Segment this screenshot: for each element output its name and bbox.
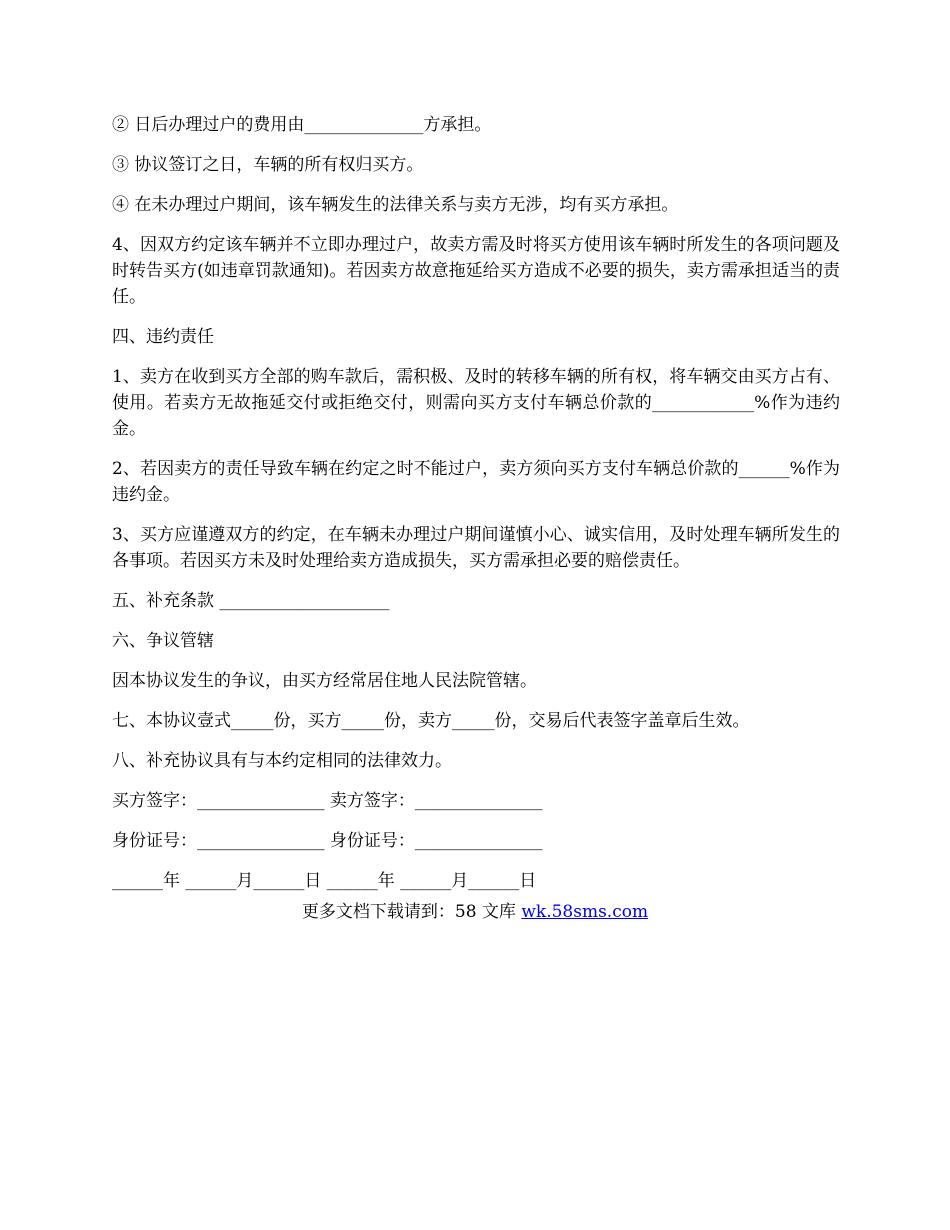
footer-prefix: 更多文档下载请到：58 文库	[301, 902, 522, 922]
clause-transfer-fee: ② 日后办理过户的费用由______________方承担。	[112, 115, 492, 135]
section-supplementary-validity: 八、补充协议具有与本约定相同的法律效力。	[112, 751, 452, 771]
clause-ownership: ③ 协议签订之日，车辆的所有权归买方。	[112, 155, 424, 175]
clause-legal-relations: ④ 在未办理过户期间，该车辆发生的法律关系与卖方无涉，均有买方承担。	[112, 195, 679, 215]
id-number-line: 身份证号：_______________ 身份证号：_______________	[112, 831, 543, 851]
date-line: ______年 ______月______日 ______年 ______月______日	[112, 871, 537, 891]
breach-clause-1: 1、卖方在收到买方全部的购车款后，需积极、及时的转移车辆的所有权，将车辆交由买方占有、使用。若卖方无故拖延交付或拒绝交付，则需向买方支付车辆总价款的____________%作为违约金。	[112, 367, 840, 439]
breach-clause-2: 2、若因卖方的责任导致车辆在约定之时不能过户，卖方须向买方支付车辆总价款的______%作为违约金。	[112, 459, 840, 505]
footer	[0, 899, 950, 925]
document-body	[112, 112, 840, 908]
clause-4-notification: 4、因双方约定该车辆并不立即办理过户，故卖方需及时将买方使用该车辆时所发生的各项问题及时转告买方(如违章罚款通知)。若因卖方故意拖延给买方造成不必要的损失，卖方需承担适当的责任。	[112, 235, 840, 307]
section-supplementary-terms: 五、补充条款 ____________________	[112, 591, 390, 611]
footer-link[interactable]: wk.58sms.com	[521, 902, 649, 922]
signature-line: 买方签字：_______________ 卖方签字：_______________	[112, 791, 543, 811]
breach-clause-3: 3、买方应谨遵双方的约定，在车辆未办理过户期间谨慎小心、诚实信用，及时处理车辆所发生的各事项。若因买方未及时处理给卖方造成损失，买方需承担必要的赔偿责任。	[112, 525, 840, 571]
jurisdiction-clause: 因本协议发生的争议，由买方经常居住地人民法院管辖。	[112, 671, 537, 691]
section-copies: 七、本协议壹式_____份，买方_____份，卖方_____份，交易后代表签字盖章后生效。	[112, 711, 750, 731]
section-heading-breach: 四、违约责任	[112, 327, 214, 347]
section-heading-jurisdiction: 六、争议管辖	[112, 631, 214, 651]
